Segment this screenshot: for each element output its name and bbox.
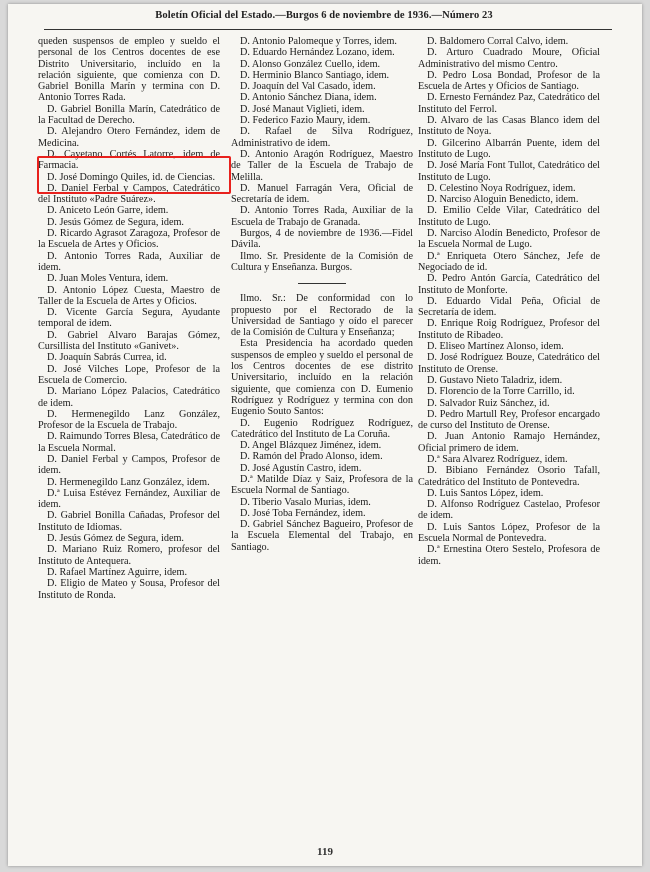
paragraph: D. Eduardo Hernández Lozano, idem. — [240, 47, 395, 59]
paragraph: queden suspensos de empleo y sueldo el personal de los Centros docentes de ese Distrito Universitario, incluído en la relación siguiente, que comienza con D. Gabriel Bonilla Marín y termina con D. Antonio Torres Rada. — [38, 36, 220, 104]
paragraph: D. Manuel Farragán Vera, Oficial de Secretaría de idem. — [231, 182, 413, 206]
paragraph: D. Aniceto León Garre, idem. — [47, 205, 169, 217]
page-number: 119 — [317, 846, 333, 858]
paragraph: D. Celestino Noya Rodríguez, idem. — [427, 182, 576, 194]
paragraph: D. Alvaro de las Casas Blanco idem del Instituto de Noya. — [418, 115, 600, 138]
paragraph: D. Mariano López Palacios, Catedrático de idem. — [38, 386, 220, 409]
paragraph: D. Rafael Martínez Aguirre, idem. — [47, 566, 188, 578]
text-column-1 — [38, 36, 220, 601]
paragraph: D. Alejandro Otero Fernández, idem de Medicina. — [38, 126, 220, 149]
paragraph: D. José Toba Fernández, idem. — [240, 507, 366, 519]
paragraph: D. Herminio Blanco Santiago, idem. — [240, 69, 390, 81]
section-separator — [298, 283, 346, 284]
paragraph: D. Jesús Gómez de Segura, idem. — [47, 533, 184, 545]
text-column-2 — [231, 36, 413, 553]
paragraph: D. Arturo Cuadrado Moure, Oficial Administrativo del mismo Centro. — [418, 47, 600, 70]
paragraph: D.ª Enriqueta Otero Sánchez, Jefe de Negociado de id. — [418, 250, 600, 273]
paragraph: D. José María Font Tullot, Catedrático del Instituto de Lugo. — [418, 160, 600, 183]
paragraph: D.ª Matilde Díaz y Saiz, Profesora de la Escuela Normal de Santiago. — [231, 473, 413, 497]
paragraph: D. Pedro Antón García, Catedrático del Instituto de Monforte. — [418, 273, 600, 296]
paragraph: D. Antonio Palomeque y Torres, idem. — [240, 36, 397, 47]
paragraph: D. José Domingo Quiles, id. de Ciencias. — [47, 171, 216, 183]
paragraph: D. Cayetano Cortés Latorre, idem de Farmacia. — [38, 148, 220, 172]
paragraph: D. Hermenegildo Lanz González, Profesor de la Escuela de Trabajo. — [38, 408, 220, 432]
paragraph: D. Gilcerino Albarrán Puente, idem del Instituto de Lugo. — [418, 137, 600, 160]
paragraph: D. Enrique Roig Rodríguez, Profesor del Instituto de Ribadeo. — [418, 318, 600, 341]
paragraph: D. Juan Moles Ventura, idem. — [47, 273, 169, 285]
paragraph: D.ª Ernestina Otero Sestelo, Profesora de idem. — [418, 544, 600, 567]
paragraph: D. Joaquín del Val Casado, idem. — [240, 81, 376, 93]
signature-line: Burgos, 4 de noviembre de 1936.—Fidel Dávila. — [231, 228, 413, 251]
paragraph: D. Pedro Losa Bondad, Profesor de la Escuela de Artes y Oficios de Santiago. — [418, 69, 600, 93]
paragraph: D. Angel Blázquez Jiménez, idem. — [240, 440, 382, 452]
paragraph: D. José Agustín Castro, idem. — [240, 462, 362, 474]
paragraph: D. Tiberio Vasalo Murias, idem. — [240, 496, 371, 508]
paragraph: D. Gustavo Nieto Taladriz, idem. — [427, 374, 563, 386]
paragraph: D. Florencio de la Torre Carrillo, id. — [427, 386, 575, 398]
paragraph: D. Vicente García Segura, Ayudante temporal de idem. — [38, 307, 220, 330]
paragraph: D. Joaquín Sabrás Currea, id. — [47, 352, 167, 364]
paragraph: D. Narciso Alodín Benedicto, Profesor de la Escuela Normal de Lugo. — [418, 228, 600, 251]
paragraph: D. Antonio López Cuesta, Maestro de Taller de la Escuela de Artes y Oficios. — [38, 284, 220, 307]
paragraph: D. Baldomero Corral Calvo, idem. — [427, 36, 569, 47]
paragraph: D. Eduardo Vidal Peña, Oficial de Secretaría de idem. — [418, 295, 600, 319]
paragraph: D. Pedro Martull Rey, Profesor encargado de curso del Instituto de Orense. — [418, 408, 600, 432]
paragraph: D. Gabriel Alvaro Barajas Gómez, Cursillista del Instituto «Ganivet». — [38, 329, 220, 353]
paragraph: D. Ernesto Fernández Paz, Catedrático del Instituto del Ferrol. — [418, 92, 600, 115]
page-header: Boletín Oficial del Estado.—Burgos 6 de noviembre de 1936.—Número 23 — [155, 10, 493, 21]
paragraph: D. Luis Santos López, idem. — [427, 487, 544, 499]
paragraph: D. Federico Fazio Maury, idem. — [240, 115, 371, 127]
addressee-line: Ilmo. Sr. Presidente de la Comisión de Cultura y Enseñanza. Burgos. — [231, 250, 413, 273]
paragraph: D. Rafael de Silva Rodríguez, Administrativo de idem. — [231, 126, 413, 149]
paragraph: D. Ramón del Prado Alonso, idem. — [240, 451, 383, 463]
paragraph: D. Mariano Ruiz Romero, profesor del Instituto de Antequera. — [38, 544, 220, 567]
paragraph: D. Antonio Aragón Rodríguez, Maestro de Taller de la Escuela de Trabajo de Melilla. — [231, 148, 413, 183]
paragraph: D. Daniel Ferbal y Campos, Catedrático del Instituto «Padre Suárez». — [38, 182, 220, 206]
paragraph: D. Luis Santos López, Profesor de la Escuela Normal de Pontevedra. — [418, 521, 600, 545]
paragraph: D. Salvador Ruiz Sánchez, id. — [427, 397, 550, 409]
paragraph: D. José Vilches Lope, Profesor de la Escuela de Comercio. — [38, 363, 220, 386]
text-column-3 — [418, 36, 600, 567]
paragraph: D. Eugenio Rodríguez Rodríguez, Catedrático del Instituto de La Coruña. — [231, 417, 413, 440]
paragraph: D. Antonio Torres Rada, Auxiliar de idem. — [38, 250, 220, 273]
paragraph: D. Antonio Torres Rada, Auxiliar de la Escuela de Trabajo de Granada. — [231, 205, 413, 228]
paragraph: D. Alfonso Rodríguez Castelao, Profesor de idem. — [418, 499, 600, 522]
paragraph: D. Juan Antonio Ramajo Hernández, Oficial primero de idem. — [418, 431, 600, 454]
paragraph: D. Antonio Sánchez Diana, idem. — [240, 92, 377, 104]
paragraph: D. Eliseo Martínez Alonso, idem. — [427, 341, 564, 353]
paragraph: D. Gabriel Sánchez Bagueiro, Profesor de la Escuela Elemental del Trabajo, en Santiago. — [231, 519, 413, 553]
paragraph-highlighted-entry: D. Gabriel Bonilla Marín, Catedrático de la Facultad de Derecho. — [38, 103, 220, 127]
paragraph: Esta Presidencia ha acordado queden suspensos de empleo y sueldo el personal de los Centros docentes de ese distrito Universitario, incluído en la relación siguiente, que comienza con D. Eumenio Rodríguez y Rodríguez y termina con don Eugenio Souto Santos: — [231, 338, 413, 418]
paragraph: D. Gabriel Bonilla Cañadas, Profesor del Instituto de Idiomas. — [38, 510, 220, 533]
paragraph: D. Eligio de Mateo y Sousa, Profesor del Instituto de Ronda. — [38, 578, 220, 601]
paragraph: D. José Rodríguez Bouze, Catedrático del Instituto de Orense. — [418, 352, 600, 375]
paragraph: D.ª Luisa Estévez Fernández, Auxiliar de idem. — [38, 487, 220, 511]
paragraph: D. Alonso González Cuello, idem. — [240, 58, 381, 70]
paragraph: D. Daniel Ferbal y Campos, Profesor de idem. — [38, 453, 220, 477]
document-page — [8, 4, 642, 866]
paragraph: D.ª Sara Alvarez Rodríguez, idem. — [427, 453, 568, 465]
paragraph: D. Hermenegildo Lanz González, idem. — [47, 476, 210, 488]
paragraph: D. Ricardo Agrasot Zaragoza, Profesor de la Escuela de Artes y Oficios. — [38, 228, 220, 251]
paragraph: D. Raimundo Torres Blesa, Catedrático de la Escuela Normal. — [38, 431, 220, 454]
header-rule — [44, 29, 612, 30]
paragraph: D. Emilio Celde Vilar, Catedrático del Instituto de Lugo. — [418, 205, 600, 228]
paragraph: Ilmo. Sr.: De conformidad con lo propuesto por el Rectorado de la Universidad de Santiago y oído el parecer de la Comisión de Cultura y Enseñanza; — [231, 293, 413, 339]
paragraph: D. José Manaut Viglieti, idem. — [240, 103, 365, 115]
paragraph: D. Jesús Gómez de Segura, idem. — [47, 216, 184, 228]
paragraph: D. Bibiano Fernández Osorio Tafall, Catedrático del Instituto de Pontevedra. — [418, 465, 600, 488]
selection-highlight-box[interactable] — [37, 156, 231, 194]
paragraph: D. Narciso Aloguin Benedicto, idem. — [427, 194, 579, 206]
